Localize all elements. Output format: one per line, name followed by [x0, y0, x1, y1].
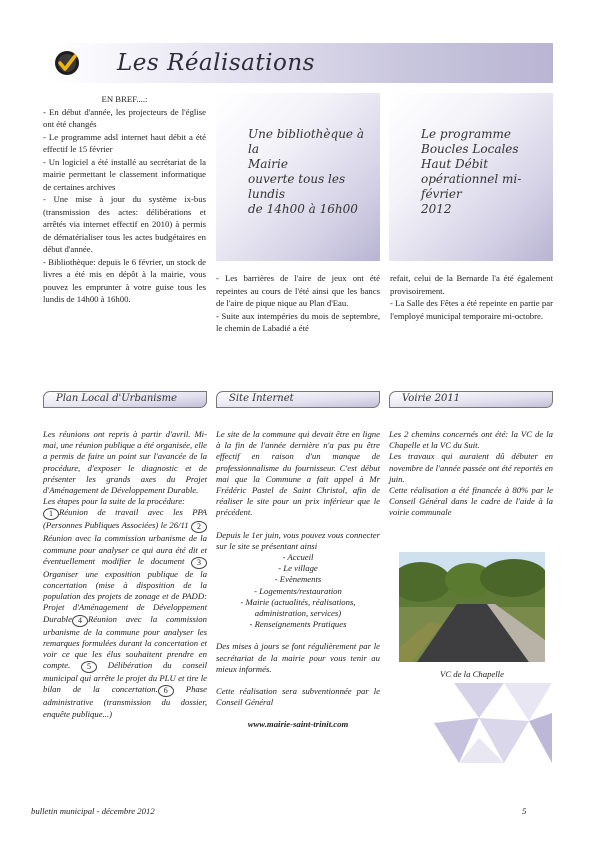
paragraph: Les étapes pour la suite de la procédure:	[43, 496, 185, 507]
step-text: Réunion de travail avec les PPA (Personnes Publiques Associées) le 26/11	[43, 507, 207, 531]
paragraph: Les 2 chemins concernés ont été: la VC de la Chapelle et la VC du Suit.	[389, 429, 553, 451]
mid-column-3	[390, 272, 553, 322]
paragraph: - Suite aux intempéries du mois de septembre, le chemin de Labadié a été	[216, 310, 380, 333]
step-number: 3	[191, 557, 207, 569]
page-title: Les Réalisations	[117, 50, 315, 76]
box-line: ouverte tous les lundis	[248, 172, 346, 201]
en-bref-item: - Bibliothèque: depuis le 6 février, un stock de livres a été mis en dépôt à la mairie, vous pouvez les emprunter à votre guise tous les lundis de 14h00 à 16h00.	[43, 256, 206, 304]
paragraph: Cette réalisation sera subventionnée par le Conseil Général	[216, 686, 380, 708]
paragraph: refait, celui de la Bernarde l'a été également provisoirement.	[390, 273, 553, 296]
photo-caption: VC de la Chapelle	[440, 669, 504, 679]
paragraph: - La Salle des Fêtes a été repeinte en partie par l'employé municipal temporaire mi-octobre.	[390, 298, 553, 321]
step-number: 4	[72, 615, 88, 627]
box-line: Boucles Locales	[421, 142, 519, 156]
en-bref-item: - Une mise à jour du système ix-bus (transmission des actes: délibérations et arrêtés via internet effectif en 2010) à permis de dématérialiser tous les actes budgétaires en début d'année.	[43, 194, 206, 254]
section-heading-label: Plan Local d'Urbanisme	[56, 393, 178, 404]
paragraph: Des mises à jours se font régulièrement par le secrétariat de la mairie pour vous tenir au mieux informés.	[216, 641, 380, 674]
paragraph: Les travaux qui auraient dû débuter en novembre de l'année passée ont été reportés en juin.	[389, 451, 553, 484]
en-bref-heading: EN BREF....:	[101, 94, 148, 104]
section-heading-site	[216, 391, 380, 408]
programme-box-text	[421, 127, 551, 217]
section-heading-voirie	[389, 391, 553, 408]
box-line: Haut Débit	[421, 157, 489, 171]
section-heading-label: Voirie 2011	[402, 393, 461, 404]
step-text: Phase administrative (transmission du dossier, enquête publique...)	[43, 684, 207, 719]
site-list-item: - Mairie (actualités, réalisations, administration, services)	[240, 596, 356, 619]
box-line: 2012	[421, 202, 452, 216]
mid-column-2	[216, 272, 380, 335]
spacer	[216, 708, 380, 719]
spacer	[216, 519, 380, 530]
en-bref-item: - Un logiciel a été installé au secrétariat de la mairie permettant le classement informatique de certaines archives	[43, 156, 206, 192]
box-line: opérationnel mi-février	[421, 172, 522, 201]
step-number: 2	[191, 521, 207, 533]
paragraph: - Les barrières de l'aire de jeux ont été repeintes au cours de l'été ainsi que les bancs de l'aire de pique nique au Plan d'Eau.	[216, 273, 380, 308]
road-photo	[399, 552, 545, 662]
step-text: Réunion avec la commission urbanisme de la commune pour analyser les remarques formulées durant la concertation et voir ce que les élus souhaitent prendre en compte.	[43, 613, 207, 671]
step-text: Réunion avec la commission urbanisme de la commune pour analyser ce qui aura été dit et éventuellement modifier le document	[43, 533, 207, 566]
check-icon	[54, 50, 80, 76]
site-list-item: - Accueil	[282, 552, 314, 563]
site-list-item: - Renseignements Pratiques	[249, 619, 347, 630]
paragraph: Depuis le 1er juin, vous pouvez vous connecter sur le site se présentant ainsi	[216, 529, 380, 551]
voirie-column	[389, 429, 553, 519]
site-column	[216, 429, 380, 731]
en-bref-item: - Le programme adsl internet haut débit a été effectif le 15 février	[43, 131, 206, 154]
bibliotheque-box-text	[248, 127, 378, 217]
spacer	[216, 630, 380, 641]
paragraph: Le site de la commune qui devait être en ligne à la fin de l'année dernière n'a pas pu être effectif en raison d'un manque de professionnalisme du fournisseur. C'est début mai que la Commune a fait appel à Mr Frédéric Pastel de Saint Christol, afin de réaliser le site pour un prix inférieur que le précédent.	[216, 429, 380, 518]
page-number: 5	[522, 806, 527, 816]
plu-column	[43, 429, 207, 720]
plu-steps	[43, 507, 207, 719]
en-bref-column	[43, 93, 206, 306]
site-list-item: - Evènements	[274, 574, 322, 585]
paragraph: Cette réalisation a été financée à 80% par le Conseil Général dans le cadre de l'aide à la voirie communale	[389, 485, 553, 518]
box-line: de 14h00 à 16h00	[248, 202, 358, 216]
site-url-link[interactable]: www.mairie-saint-trinit.com	[247, 719, 349, 730]
step-text: Organiser une exposition publique de la concertation (mise à disposition de la population des projets de zonage et de PADD: Projet d'Aménagement de Développement Durable	[43, 568, 207, 624]
step-number: 1	[43, 508, 59, 520]
box-line: Une bibliothèque à la	[248, 127, 364, 156]
spacer	[216, 675, 380, 686]
section-heading-plu	[43, 391, 207, 408]
footer-title: bulletin municipal - décembre 2012	[31, 806, 155, 816]
step-number: 6	[158, 685, 174, 697]
box-line: Mairie	[248, 157, 288, 171]
step-text: Délibération du conseil municipal qui arrête le projet du PLU et tire le bilan de la concertation.	[43, 660, 208, 695]
paragraph: Les réunions ont repris à partir d'avril. Mi-mai, une réunion publique a été organisée, elle a permis de faire un point sur l'avancée de la procédure, d'exposer le diagnostic et de présenter les grands axes du Projet d'Aménagement de Développement Durable.	[43, 429, 207, 496]
en-bref-item: - En début d'année, les projecteurs de l'église ont été changés	[43, 106, 206, 129]
section-heading-label: Site Internet	[229, 393, 294, 404]
site-list-item: - Le village	[278, 563, 318, 574]
step-number: 5	[81, 661, 97, 673]
site-list-item: - Logements/restauration	[254, 585, 342, 596]
box-line: Le programme	[421, 127, 511, 141]
decorative-triangles	[434, 683, 552, 763]
